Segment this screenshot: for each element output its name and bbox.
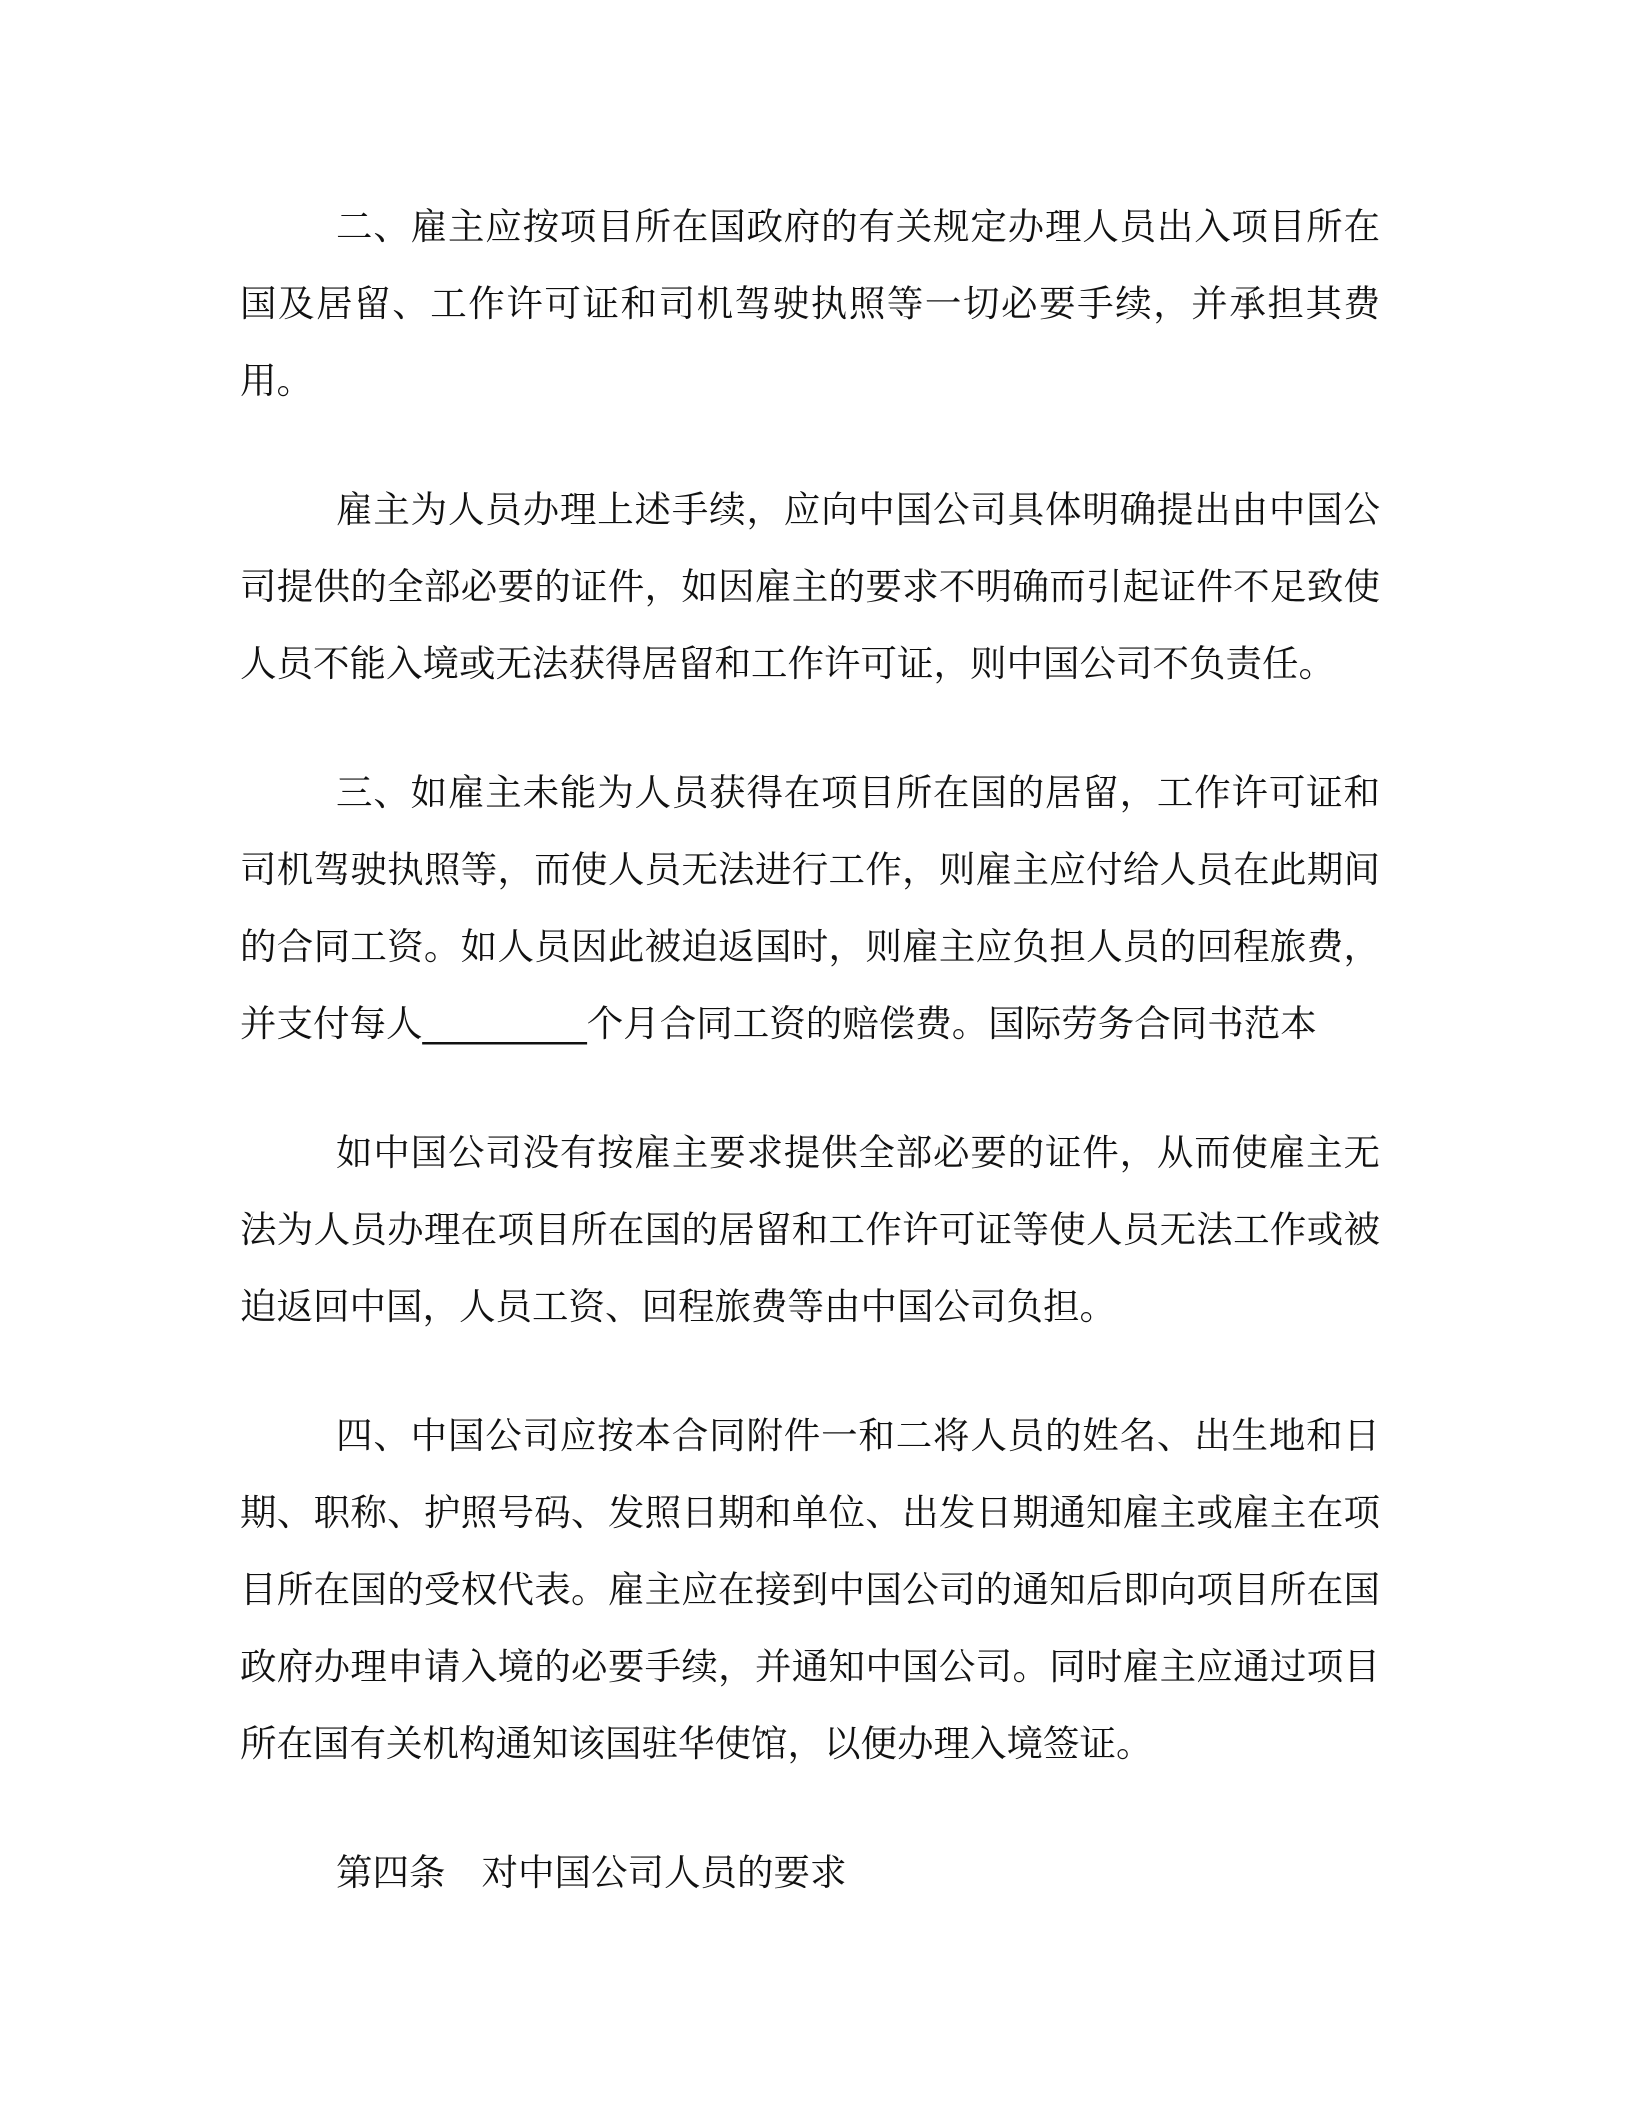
article-number: 第四条: [336, 1851, 446, 1894]
document-body: [240, 188, 1380, 1911]
paragraph-4-notification: 四、中国公司应按本合同附件一和二将人员的姓名、出生地和日期、职称、护照号码、发照日期和单位、出发日期通知雇主或雇主在项目所在国的受权代表。雇主应在接到中国公司的通知后即向项目所在国政府办理申请入境的必要手续，并通知中国公司。同时雇主应通过项目所在国有关机构通知该国驻华使馆，以便办理入境签证。: [240, 1414, 1380, 1765]
article-heading: [240, 1834, 1380, 1911]
paragraph-3-employer-failure: 三、如雇主未能为人员获得在项目所在国的居留，工作许可证和司机驾驶执照等，而使人员无法进行工作，则雇主应付给人员在此期间的合同工资。如人员因此被迫返国时，则雇主应负担人员的回程旅费，并支付每人_________个月合同工资的赔偿费。国际劳务合同书范本: [240, 771, 1380, 1045]
paragraph-chinese-company-failure: 如中国公司没有按雇主要求提供全部必要的证件，从而使雇主无法为人员办理在项目所在国的居留和工作许可证等使人员无法工作或被迫返回中国，人员工资、回程旅费等由中国公司负担。: [240, 1131, 1380, 1328]
paragraph-document-requirements: 雇主为人员办理上述手续，应向中国公司具体明确提出由中国公司提供的全部必要的证件，如因雇主的要求不明确而引起证件不足致使人员不能入境或无法获得居留和工作许可证，则中国公司不负责任。: [240, 488, 1380, 685]
paragraph-2-entry-procedures: 二、雇主应按项目所在国政府的有关规定办理人员出入项目所在国及居留、工作许可证和司机驾驶执照等一切必要手续，并承担其费用。: [240, 205, 1380, 402]
article-title: 对中国公司人员的要求: [481, 1851, 847, 1894]
